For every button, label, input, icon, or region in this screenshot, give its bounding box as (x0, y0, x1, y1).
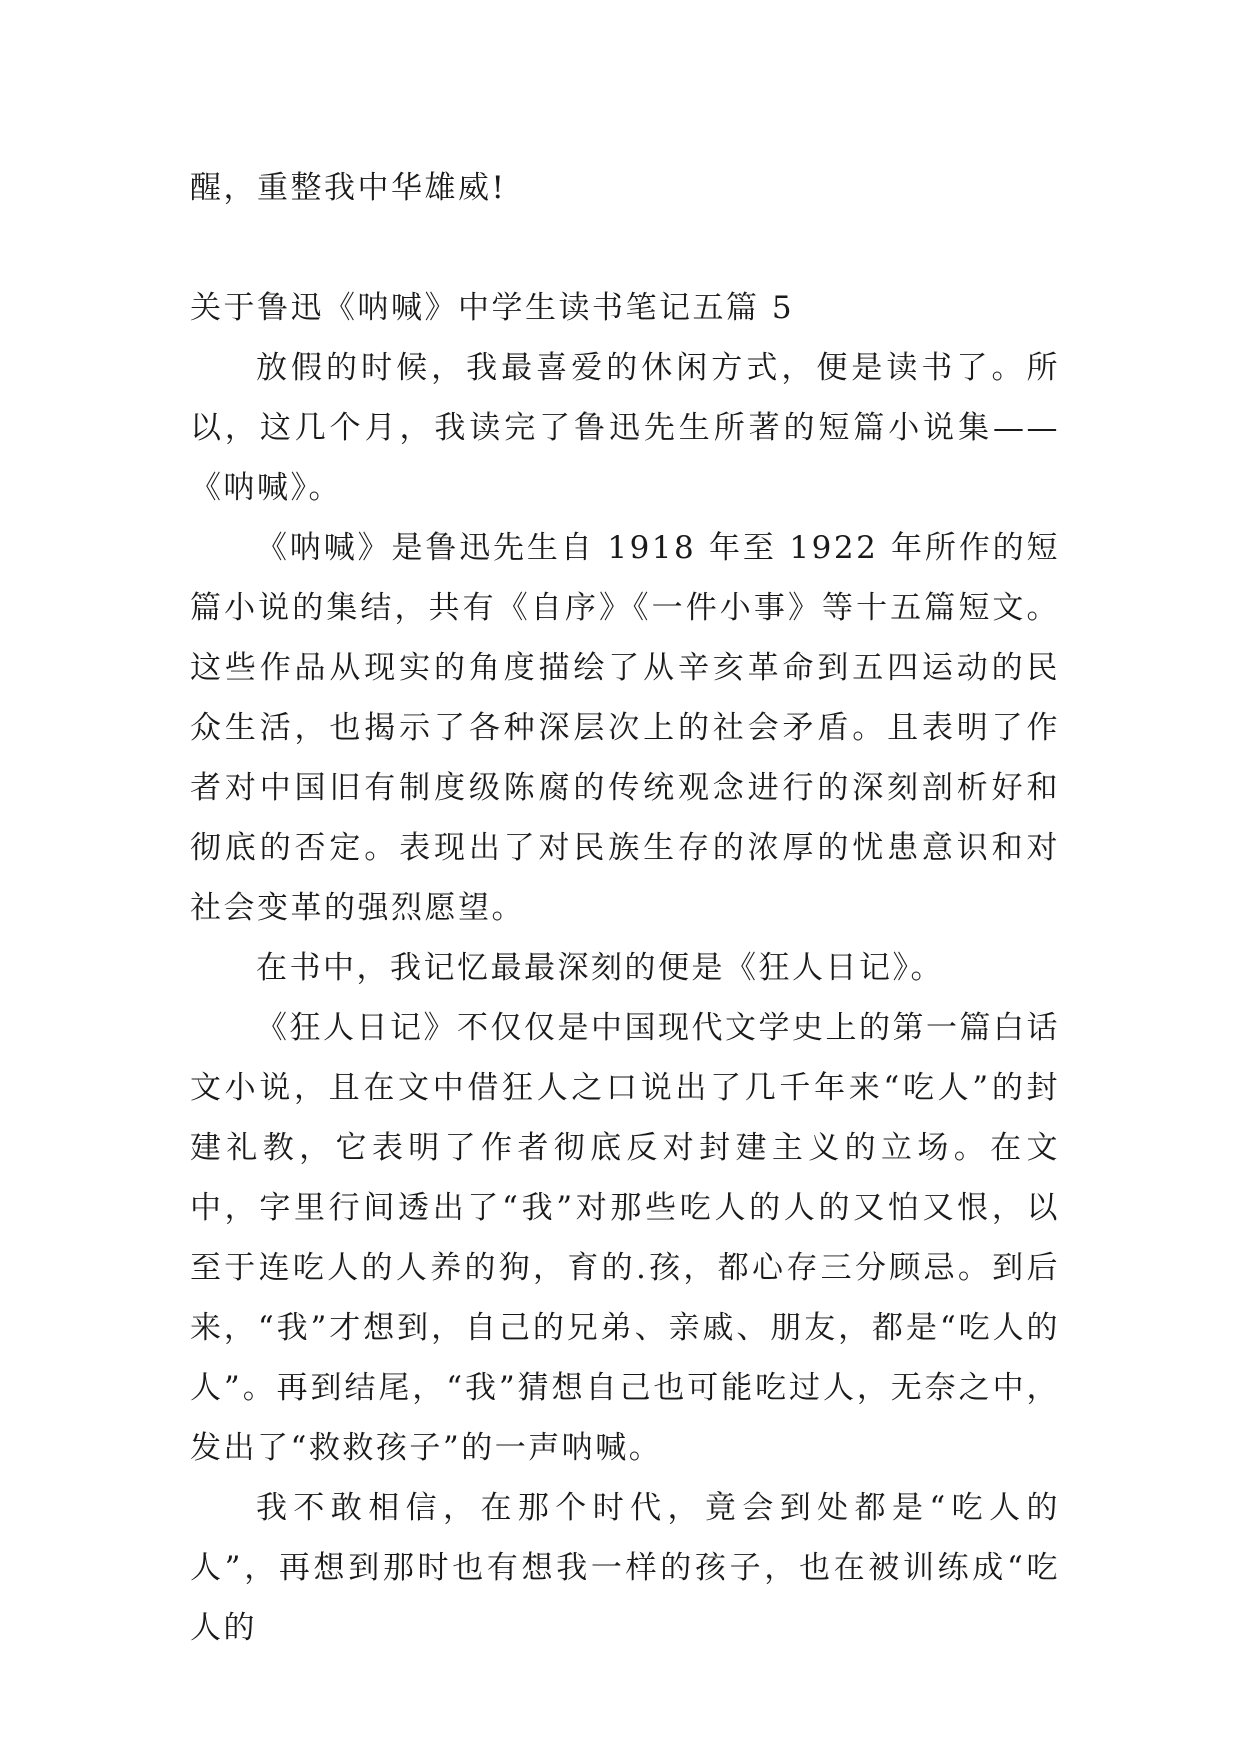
paragraph: 《呐喊》是鲁迅先生自 1918 年至 1922 年所作的短篇小说的集结，共有《自序》《一件小事》等十五篇短文。这些作品从现实的角度描绘了从辛亥革命到五四运动的民众生活，也揭示了各种深层次上的社会矛盾。且表明了作者对中国旧有制度级陈腐的传统观念进行的深刻剖析好和彻底的否定。表现出了对民族生存的浓厚的忧患意识和对社会变革的强烈愿望。 (190, 530, 1060, 926)
continued-line: 醒，重整我中华雄威! (190, 170, 507, 206)
paragraph: 《狂人日记》不仅仅是中国现代文学史上的第一篇白话文小说，且在文中借狂人之口说出了几千年来“吃人”的封建礼教，它表明了作者彻底反对封建主义的立场。在文中，字里行间透出了“我”对那些吃人的人的又怕又恨，以至于连吃人的人养的狗，育的.孩，都心存三分顾忌。到后来，“我”才想到，自己的兄弟、亲戚、朋友，都是“吃人的人”。再到结尾，“我”猜想自己也可能吃过人，无奈之中，发出了“救救孩子”的一声呐喊。 (190, 1010, 1060, 1466)
paragraph: 我不敢相信，在那个时代，竟会到处都是“吃人的人”，再想到那时也有想我一样的孩子，也在被训练成“吃人的 (190, 1490, 1060, 1646)
paragraph: 在书中，我记忆最最深刻的便是《狂人日记》。 (256, 950, 944, 986)
section-heading: 关于鲁迅《呐喊》中学生读书笔记五篇 5 (190, 290, 795, 326)
paragraph: 放假的时候，我最喜爱的休闲方式，便是读书了。所以，这几个月，我读完了鲁迅先生所著的短篇小说集——《呐喊》。 (190, 350, 1060, 506)
document-body (190, 158, 1060, 1658)
